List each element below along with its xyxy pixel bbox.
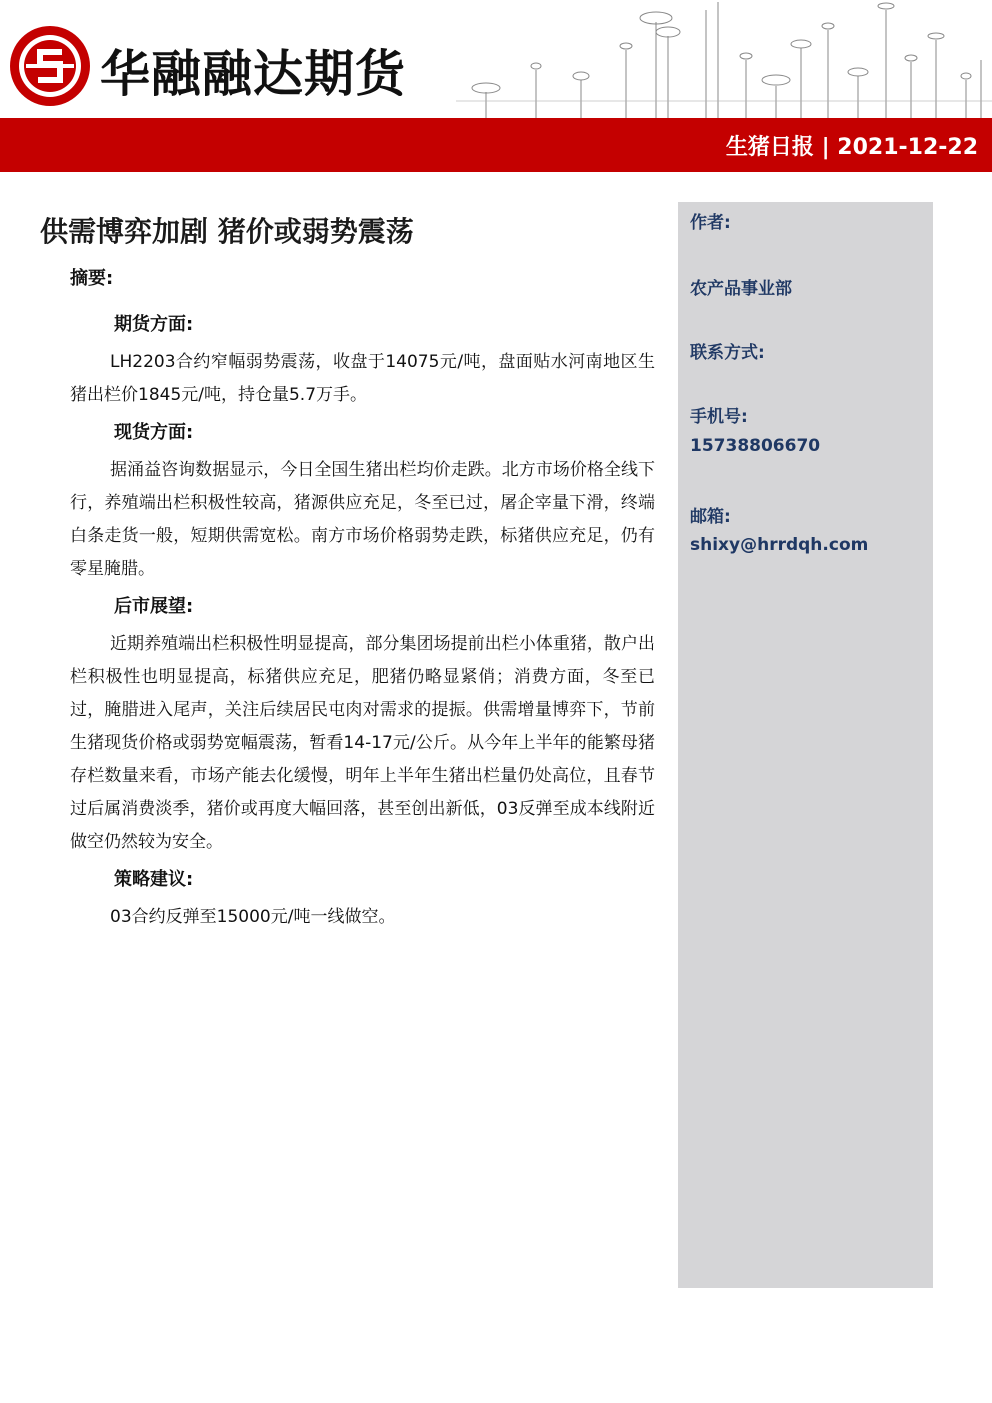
report-banner	[0, 118, 992, 172]
email-address[interactable]: shixy@hrrdqh.com	[690, 535, 869, 555]
report-body	[70, 262, 655, 938]
section-heading-spot: 现货方面:	[114, 422, 194, 443]
section-heading-strategy: 策略建议:	[114, 869, 194, 890]
company-logo-icon	[8, 24, 92, 108]
decorative-circuit-graphic	[456, 0, 992, 118]
department-name: 农产品事业部	[690, 279, 792, 299]
page-header	[0, 0, 992, 118]
contact-label: 联系方式:	[690, 343, 765, 363]
email-label: 邮箱:	[690, 507, 731, 527]
phone-number: 15738806670	[690, 436, 821, 456]
section-text-strategy: 03合约反弹至15000元/吨一线做空。	[110, 907, 396, 927]
summary-heading: 摘要:	[70, 268, 114, 289]
phone-label: 手机号:	[690, 407, 748, 427]
section-heading-futures: 期货方面:	[114, 314, 194, 335]
section-text-futures: LH2203合约窄幅弱势震荡，收盘于14075元/吨，盘面贴水河南地区生猪出栏价1845元/吨，持仓量5.7万手。	[70, 352, 655, 405]
section-text-spot: 据涌益咨询数据显示，今日全国生猪出栏均价走跌。北方市场价格全线下行，养殖端出栏积极性较高，猪源供应充足，冬至已过，屠企宰量下滑，终端白条走货一般，短期供需宽松。南方市场价格弱势走跌，标猪供应充足，仍有零星腌腊。	[70, 460, 655, 579]
report-type-date: 生猪日报 | 2021-12-22	[725, 135, 978, 160]
author-label: 作者:	[690, 213, 731, 233]
author-sidebar	[678, 202, 933, 1288]
section-text-outlook: 近期养殖端出栏积极性明显提高，部分集团场提前出栏小体重猪，散户出栏积极性也明显提高，标猪供应充足，肥猪仍略显紧俏；消费方面，冬至已过，腌腊进入尾声，关注后续居民屯肉对需求的提振。供需增量博弈下，节前生猪现货价格或弱势宽幅震荡，暂看14-17元/公斤。从今年上半年的能繁母猪存栏数量来看，市场产能去化缓慢，明年上半年生猪出栏量仍处高位，且春节过后属消费淡季，猪价或再度大幅回落，甚至创出新低，03反弹至成本线附近做空仍然较为安全。	[70, 634, 655, 852]
section-heading-outlook: 后市展望:	[114, 596, 194, 617]
company-name: 华融融达期货	[100, 45, 406, 103]
report-title: 供需博弈加剧 猪价或弱势震荡	[40, 215, 414, 248]
